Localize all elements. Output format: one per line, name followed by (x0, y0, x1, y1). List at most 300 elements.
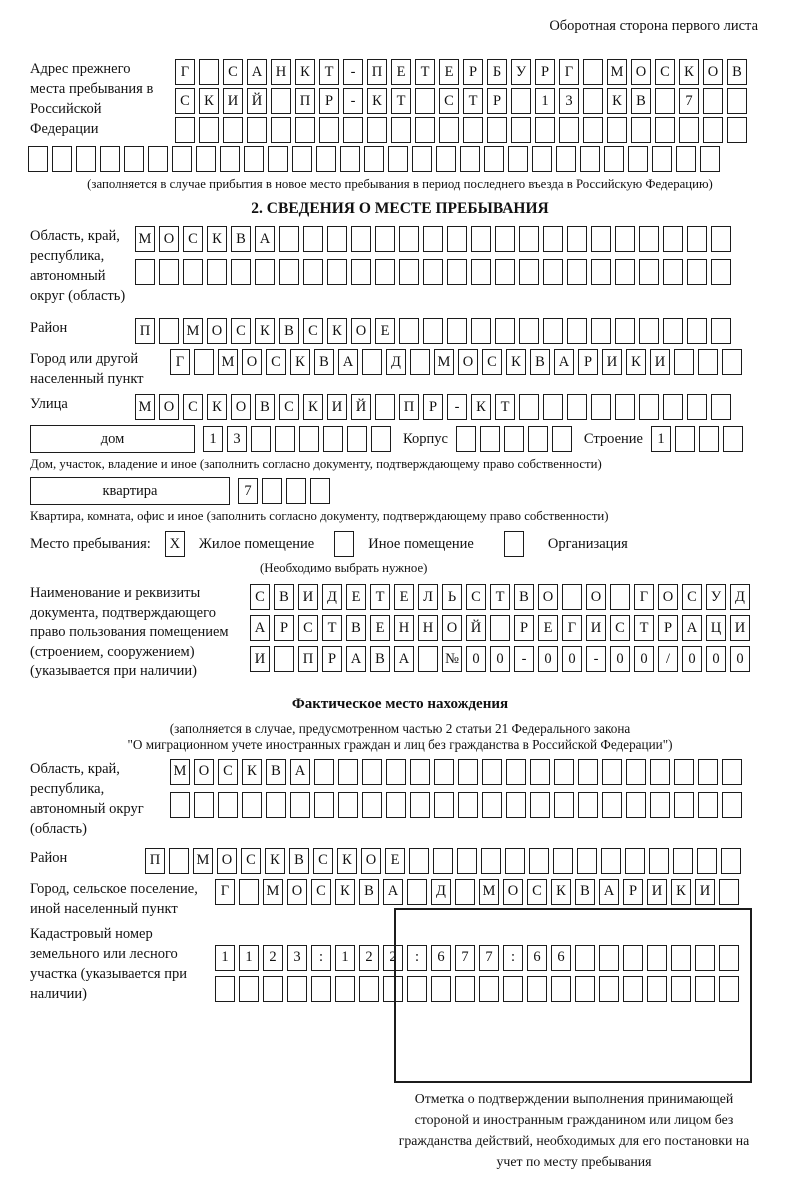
char-box (602, 759, 622, 785)
char-box: С (175, 88, 195, 114)
char-box (410, 349, 430, 375)
char-box (591, 226, 611, 252)
char-box (215, 976, 235, 1002)
char-box (601, 848, 621, 874)
char-box (423, 226, 443, 252)
char-box (567, 259, 587, 285)
actual-region-label: Область, край, республика, автономный округ (область) (30, 760, 144, 837)
char-box (583, 88, 603, 114)
char-box (447, 226, 467, 252)
char-box (447, 318, 467, 344)
char-box: С (682, 584, 702, 610)
char-box: П (145, 848, 165, 874)
char-box (471, 226, 491, 252)
char-box (577, 848, 597, 874)
char-box (511, 117, 531, 143)
char-box: К (626, 349, 646, 375)
char-box: В (514, 584, 534, 610)
char-box: : (503, 945, 523, 971)
char-box: 0 (490, 646, 510, 672)
char-box: С (313, 848, 333, 874)
char-box (591, 318, 611, 344)
char-box: С (482, 349, 502, 375)
char-box: Л (418, 584, 438, 610)
char-box (528, 426, 548, 452)
char-box: О (631, 59, 651, 85)
char-box: В (274, 584, 294, 610)
char-box (508, 146, 528, 172)
char-box (610, 584, 630, 610)
char-box: Й (466, 615, 486, 641)
char-box (602, 792, 622, 818)
char-box (675, 426, 695, 452)
char-box (319, 117, 339, 143)
char-box: К (290, 349, 310, 375)
char-box: С (298, 615, 318, 641)
stay-type-option-residential: Жилое помещение (198, 535, 315, 552)
korpus-boxes (456, 426, 572, 452)
char-box (727, 88, 747, 114)
char-box: Т (322, 615, 342, 641)
document-label: Наименование и реквизиты документа, подтверждающего право пользования помещением (строением, сооружением) (указывается при наличии) (30, 585, 229, 679)
char-box: О (503, 879, 523, 905)
char-box (255, 259, 275, 285)
char-box (495, 318, 515, 344)
char-box (194, 792, 214, 818)
char-box (530, 759, 550, 785)
char-box: К (671, 879, 691, 905)
char-box: 7 (479, 945, 499, 971)
char-box: Е (391, 59, 411, 85)
char-box (434, 759, 454, 785)
stay-type-option-other: Иное помещение (368, 535, 474, 552)
char-box: М (263, 879, 283, 905)
char-box (615, 226, 635, 252)
char-box: К (551, 879, 571, 905)
char-box (364, 146, 384, 172)
char-box (362, 792, 382, 818)
char-box (703, 117, 723, 143)
char-box (674, 349, 694, 375)
char-box: 3 (227, 426, 247, 452)
char-box (519, 259, 539, 285)
char-box (663, 226, 683, 252)
char-box (271, 88, 291, 114)
char-box (327, 226, 347, 252)
char-box: О (287, 879, 307, 905)
street-label: Улица (30, 396, 68, 412)
char-box (159, 318, 179, 344)
char-box (399, 318, 419, 344)
char-box (367, 117, 387, 143)
char-box: К (337, 848, 357, 874)
char-box: К (607, 88, 627, 114)
char-box (423, 318, 443, 344)
char-box (279, 226, 299, 252)
char-box: В (727, 59, 747, 85)
char-box (263, 976, 283, 1002)
char-box: В (266, 759, 286, 785)
char-box: 0 (634, 646, 654, 672)
char-box: О (231, 394, 251, 420)
char-box: С (279, 394, 299, 420)
char-box (223, 117, 243, 143)
char-box (391, 117, 411, 143)
char-box (699, 426, 719, 452)
char-box: 2 (383, 945, 403, 971)
stay-type-row (30, 531, 770, 557)
char-box (423, 259, 443, 285)
char-box: 1 (335, 945, 355, 971)
char-box: Т (319, 59, 339, 85)
char-box (519, 226, 539, 252)
char-box (626, 759, 646, 785)
char-box: П (367, 59, 387, 85)
char-box (607, 117, 627, 143)
char-box (196, 146, 216, 172)
char-box (615, 318, 635, 344)
char-box: 1 (239, 945, 259, 971)
char-box (338, 792, 358, 818)
char-box (410, 792, 430, 818)
street-row (135, 394, 731, 420)
char-box: Ь (442, 584, 462, 610)
char-box: С (241, 848, 261, 874)
char-box (399, 226, 419, 252)
char-box (415, 117, 435, 143)
char-box (482, 759, 502, 785)
char-box: К (367, 88, 387, 114)
char-box: Г (634, 584, 654, 610)
char-box: А (682, 615, 702, 641)
char-box: С (610, 615, 630, 641)
char-box: К (679, 59, 699, 85)
prev-address-field (30, 59, 770, 143)
document-row-3 (250, 646, 750, 672)
char-box: М (193, 848, 213, 874)
char-box (639, 318, 659, 344)
char-box (504, 426, 524, 452)
char-box (290, 792, 310, 818)
char-box (628, 146, 648, 172)
char-box: В (530, 349, 550, 375)
char-box: И (730, 615, 750, 641)
char-box (410, 759, 430, 785)
actual-city-row (215, 879, 739, 905)
char-box: А (554, 349, 574, 375)
char-box (663, 394, 683, 420)
char-box: С (266, 349, 286, 375)
char-box (556, 146, 576, 172)
district-field (30, 318, 770, 344)
char-box (711, 318, 731, 344)
char-box (199, 59, 219, 85)
char-box (722, 792, 742, 818)
char-box: Д (730, 584, 750, 610)
char-box: Е (346, 584, 366, 610)
char-box: - (343, 59, 363, 85)
apartment-row (30, 477, 770, 505)
char-box: Е (385, 848, 405, 874)
prev-address-label: Адрес прежнего места пребывания в Российской Федерации (30, 61, 154, 137)
char-box (711, 226, 731, 252)
char-box (721, 848, 741, 874)
document-row-2 (250, 615, 750, 641)
char-box (674, 759, 694, 785)
char-box (399, 259, 419, 285)
house-number-boxes (203, 426, 391, 452)
char-box (505, 848, 525, 874)
char-box (471, 318, 491, 344)
char-box (495, 226, 515, 252)
char-box: О (159, 226, 179, 252)
char-box: С (223, 59, 243, 85)
char-box: О (159, 394, 179, 420)
char-box (239, 879, 259, 905)
char-box: Г (559, 59, 579, 85)
char-box: О (458, 349, 478, 375)
char-box (274, 646, 294, 672)
char-box (407, 879, 427, 905)
char-box (251, 426, 271, 452)
char-box: Т (495, 394, 515, 420)
char-box: С (466, 584, 486, 610)
char-box: У (706, 584, 726, 610)
char-box: 1 (203, 426, 223, 452)
actual-location-note-1: (заполняется в случае, предусмотренном частью 2 статьи 21 Федерального закона (169, 720, 631, 736)
char-box (292, 146, 312, 172)
char-box: Н (418, 615, 438, 641)
char-box (519, 394, 539, 420)
char-box (386, 759, 406, 785)
char-box (340, 146, 360, 172)
actual-location-title: Фактическое место нахождения (291, 695, 509, 712)
char-box (687, 226, 707, 252)
char-box: : (311, 945, 331, 971)
district-row (135, 318, 731, 344)
char-box: Е (394, 584, 414, 610)
char-box: Т (415, 59, 435, 85)
char-box (338, 759, 358, 785)
char-box (719, 879, 739, 905)
char-box: 0 (538, 646, 558, 672)
stroenie-boxes (651, 426, 743, 452)
char-box: Е (538, 615, 558, 641)
char-box: В (575, 879, 595, 905)
char-box: О (442, 615, 462, 641)
char-box: С (655, 59, 675, 85)
char-box (463, 117, 483, 143)
char-box: Й (247, 88, 267, 114)
char-box: Р (423, 394, 443, 420)
char-box: К (327, 318, 347, 344)
char-box: А (338, 349, 358, 375)
char-box: С (183, 394, 203, 420)
char-box (530, 792, 550, 818)
char-box (722, 349, 742, 375)
char-box: Д (322, 584, 342, 610)
char-box: 3 (559, 88, 579, 114)
char-box: О (361, 848, 381, 874)
char-box (519, 318, 539, 344)
char-box (506, 792, 526, 818)
char-box (218, 792, 238, 818)
char-box: 0 (706, 646, 726, 672)
char-box (28, 146, 48, 172)
prev-address-note: (заполняется в случае прибытия в новое место пребывания в период последнего въезда в Российскую Федерацию) (87, 177, 713, 191)
char-box (175, 117, 195, 143)
city-label: Город или другой населенный пункт (30, 351, 144, 387)
char-box: О (658, 584, 678, 610)
char-box (351, 226, 371, 252)
char-box (460, 146, 480, 172)
char-box: 6 (551, 945, 571, 971)
char-box (723, 426, 743, 452)
char-box (434, 792, 454, 818)
stay-type-option-organization: Организация (547, 535, 628, 552)
char-box (295, 117, 315, 143)
korpus-label: Корпус (403, 430, 448, 447)
street-field (30, 394, 770, 420)
char-box: С (303, 318, 323, 344)
char-box: А (383, 879, 403, 905)
char-box: А (247, 59, 267, 85)
char-box (480, 426, 500, 452)
char-box: 0 (466, 646, 486, 672)
char-box (625, 848, 645, 874)
char-box: К (207, 226, 227, 252)
char-box (554, 792, 574, 818)
document-row-1 (250, 584, 750, 610)
char-box: - (447, 394, 467, 420)
stay-type-checkbox-organization (504, 531, 524, 557)
char-box (615, 394, 635, 420)
char-box: К (207, 394, 227, 420)
char-box: М (479, 879, 499, 905)
char-box (471, 259, 491, 285)
char-box (135, 259, 155, 285)
char-box: Р (578, 349, 598, 375)
char-box (697, 848, 717, 874)
char-box (351, 259, 371, 285)
char-box (371, 426, 391, 452)
char-box (362, 349, 382, 375)
char-box (148, 146, 168, 172)
char-box: 2 (263, 945, 283, 971)
char-box (543, 259, 563, 285)
document-field (30, 584, 770, 682)
char-box: Д (431, 879, 451, 905)
char-box: / (658, 646, 678, 672)
char-box (279, 259, 299, 285)
char-box (275, 426, 295, 452)
char-box (266, 792, 286, 818)
char-box (674, 792, 694, 818)
char-box: О (586, 584, 606, 610)
char-box (375, 394, 395, 420)
char-box (535, 117, 555, 143)
char-box: О (703, 59, 723, 85)
char-box (631, 117, 651, 143)
cadastral-label: Кадастровый номер земельного или лесного участка (указывается при наличии) (30, 925, 187, 1002)
stamp-caption: Отметка о подтверждении выполнения принимающей стороной и иностранным гражданином или лицом без гражданства действий, необходимых для его постановки на учет по месту пребывания (398, 1091, 750, 1169)
char-box (663, 259, 683, 285)
char-box (347, 426, 367, 452)
char-box (687, 259, 707, 285)
char-box: К (303, 394, 323, 420)
char-box: К (295, 59, 315, 85)
house-type-box: дом (30, 425, 195, 453)
char-box: А (346, 646, 366, 672)
char-box (703, 88, 723, 114)
char-box: Б (487, 59, 507, 85)
char-box: О (194, 759, 214, 785)
char-box: 0 (730, 646, 750, 672)
char-box: С (439, 88, 459, 114)
char-box: Н (394, 615, 414, 641)
char-box (655, 88, 675, 114)
char-box (455, 879, 475, 905)
char-box (303, 226, 323, 252)
char-box (543, 226, 563, 252)
char-box: 7 (679, 88, 699, 114)
char-box (456, 426, 476, 452)
section2-title: 2. СВЕДЕНИЯ О МЕСТЕ ПРЕБЫВАНИЯ (251, 200, 549, 217)
char-box: П (135, 318, 155, 344)
char-box: И (602, 349, 622, 375)
char-box (359, 976, 379, 1002)
char-box (76, 146, 96, 172)
char-box (231, 259, 251, 285)
char-box (655, 117, 675, 143)
char-box: - (514, 646, 534, 672)
char-box: Р (274, 615, 294, 641)
char-box (532, 146, 552, 172)
char-box: С (250, 584, 270, 610)
char-box (299, 426, 319, 452)
char-box: И (695, 879, 715, 905)
char-box: 2 (359, 945, 379, 971)
city-field (30, 349, 770, 389)
char-box: Е (375, 318, 395, 344)
char-box: 0 (682, 646, 702, 672)
char-box (194, 349, 214, 375)
region-row-2 (135, 259, 731, 285)
char-box (409, 848, 429, 874)
apartment-note: Квартира, комната, офис и иное (заполнить согласно документу, подтверждающему право собственности) (30, 509, 609, 523)
char-box (676, 146, 696, 172)
char-box: 7 (238, 478, 258, 504)
char-box (553, 848, 573, 874)
char-box: К (199, 88, 219, 114)
apartment-number-boxes (238, 478, 330, 504)
city-row (170, 349, 742, 375)
char-box (343, 117, 363, 143)
char-box (687, 318, 707, 344)
char-box: Ц (706, 615, 726, 641)
actual-location-note-2: "О миграционном учете иностранных граждан и лиц без гражданства в Российской Федерации") (127, 736, 673, 752)
char-box: П (298, 646, 318, 672)
char-box (418, 646, 438, 672)
char-box: М (183, 318, 203, 344)
actual-district-field (30, 848, 770, 874)
char-box (543, 318, 563, 344)
char-box: 6 (527, 945, 547, 971)
char-box: В (279, 318, 299, 344)
char-box: Р (535, 59, 555, 85)
char-box (711, 259, 731, 285)
char-box (314, 792, 334, 818)
